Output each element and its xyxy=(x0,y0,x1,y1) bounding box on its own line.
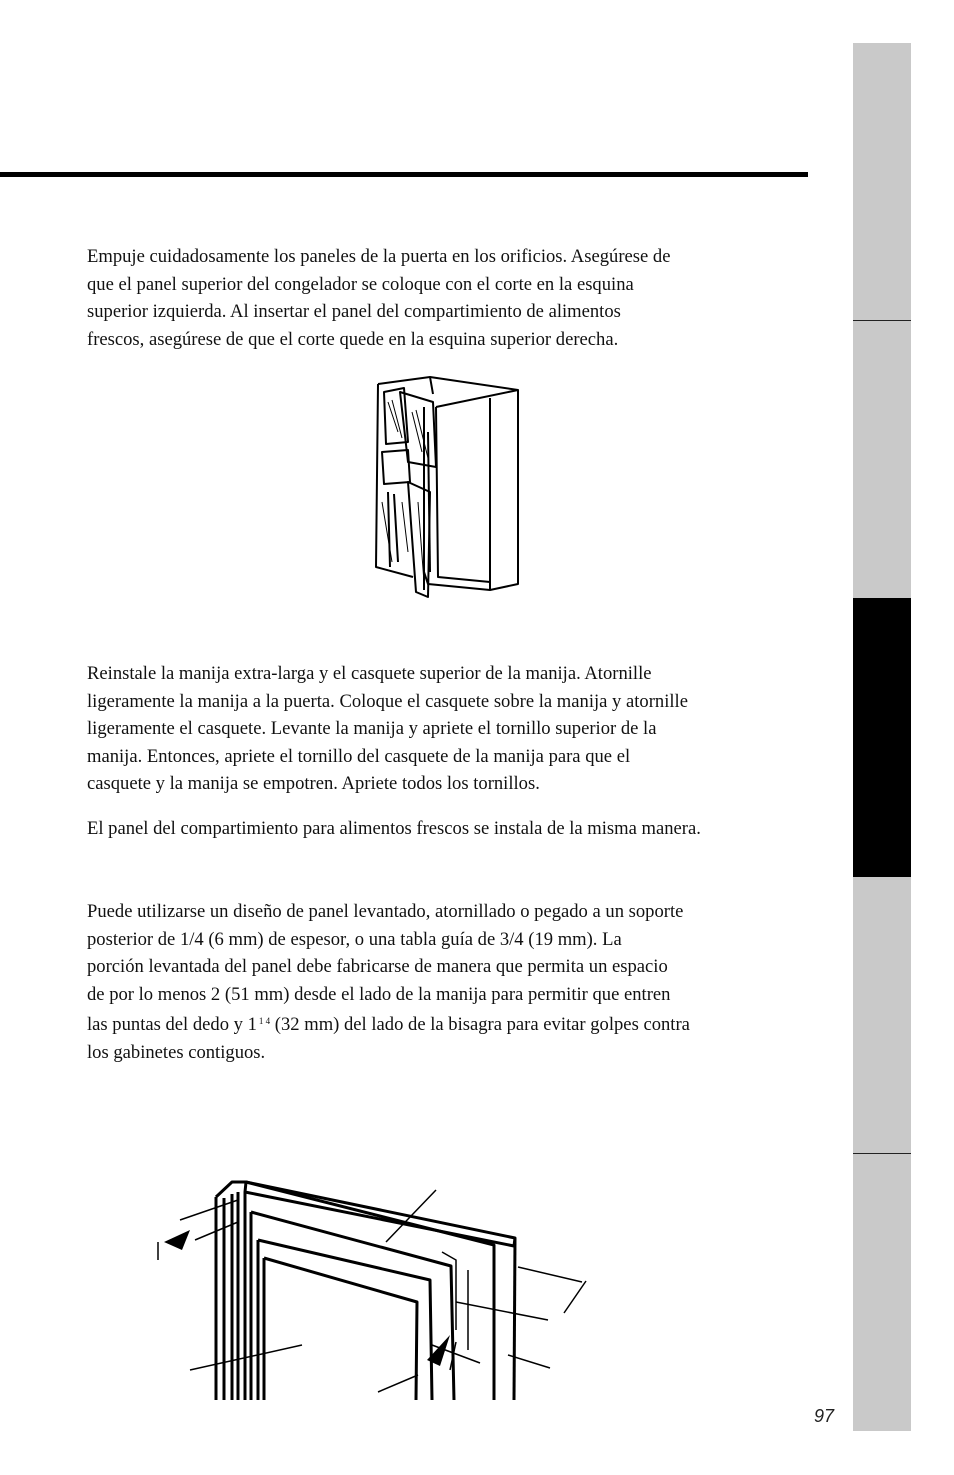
step2-paragraph xyxy=(87,660,812,798)
tab-divider xyxy=(853,1153,911,1154)
text-line: ligeramente el casquete. Levante la manija y apriete el tornillo superior de la xyxy=(87,718,657,740)
text-line: superior izquierda. Al insertar el panel del compartimiento de alimentos xyxy=(87,301,621,323)
active-section-tab xyxy=(853,598,911,877)
text-segment: (32 mm) del lado de la bisagra para evitar golpes contra xyxy=(270,1014,690,1036)
text-line: Reinstale la manija extra-larga y el casquete superior de la manija. Atornille xyxy=(87,663,652,684)
text-line: El panel del compartimiento para alimentos frescos se instala de la misma manera. xyxy=(87,818,701,839)
text-line: frescos, asegúrese de que el corte quede en la esquina superior derecha. xyxy=(87,328,619,350)
text-line: casquete y la manija se empotren. Apriete todos los tornillos. xyxy=(87,773,540,795)
text-line xyxy=(87,1008,812,1039)
step3-paragraph xyxy=(87,898,812,1067)
fraction-superscript: 1 4 xyxy=(258,1016,271,1027)
text-line: porción levantada del panel debe fabricarse de manera que permita un espacio xyxy=(87,956,668,978)
section-tab-sidebar xyxy=(853,43,911,1431)
text-line: ligeramente la manija a la puerta. Coloque el casquete sobre la manija y atornille xyxy=(87,690,688,712)
text-line: de por lo menos 2 (51 mm) desde el lado de la manija para permitir que entren xyxy=(87,983,671,1005)
text-line: que el panel superior del congelador se coloque con el corte en la esquina xyxy=(87,273,634,295)
header-rule xyxy=(0,172,808,177)
raised-panel-diagram xyxy=(150,1170,600,1410)
step2-note xyxy=(87,815,812,843)
text-line: los gabinetes contiguos. xyxy=(87,1041,266,1063)
step1-paragraph xyxy=(87,243,812,353)
page-number: 97 xyxy=(814,1406,835,1426)
text-line: Empuje cuidadosamente los paneles de la puerta en los orificios. Asegúrese de xyxy=(87,246,671,267)
text-line: posterior de 1/4 (6 mm) de espesor, o una tabla guía de 3/4 (19 mm). La xyxy=(87,928,622,950)
text-segment: las puntas del dedo y 1 xyxy=(87,1014,257,1036)
text-line: manija. Entonces, apriete el tornillo del casquete de la manija para que el xyxy=(87,745,631,767)
refrigerator-illustration xyxy=(368,372,528,602)
tab-divider xyxy=(853,320,911,321)
text-line: Puede utilizarse un diseño de panel levantado, atornillado o pegado a un soporte xyxy=(87,901,684,922)
